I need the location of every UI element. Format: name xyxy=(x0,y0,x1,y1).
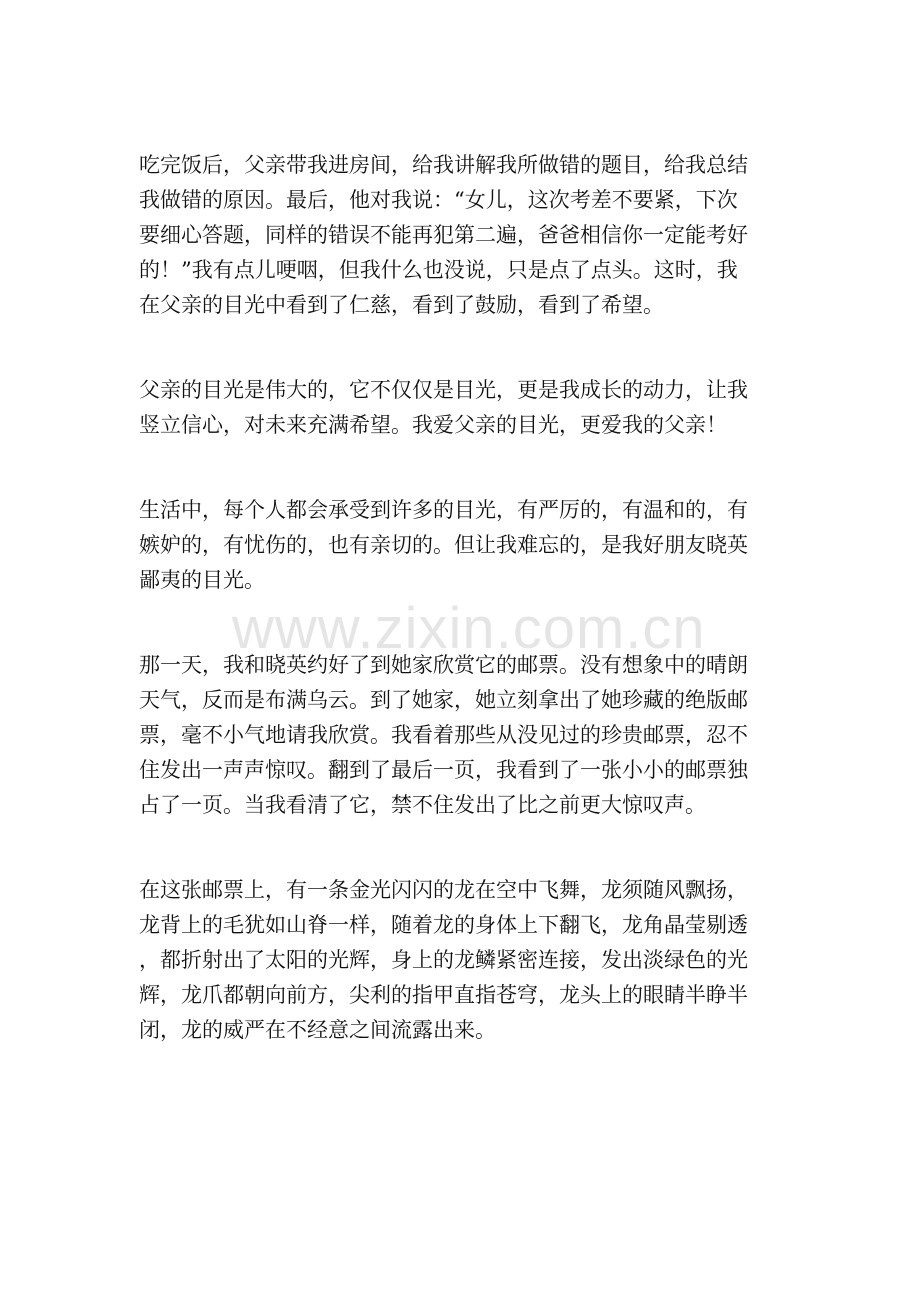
text-line: 那一天，我和晓英约好了到她家欣赏它的邮票。没有想象中的晴朗 xyxy=(139,653,748,677)
text-line: 辉，龙爪都朝向前方，尖利的指甲直指苍穹，龙头上的眼睛半睁半 xyxy=(139,983,748,1007)
text-line: 要细心答题，同样的错误不能再犯第二遍，爸爸相信你一定能考好 xyxy=(139,223,748,247)
paragraph-5 xyxy=(139,873,779,1048)
text-line: 鄙夷的目光。 xyxy=(139,568,265,592)
text-line: 龙背上的毛犹如山脊一样，随着龙的身体上下翻飞，龙角晶莹剔透 xyxy=(139,913,748,937)
paragraph-2 xyxy=(139,373,779,443)
text-line: 天气，反而是布满乌云。到了她家，她立刻拿出了她珍藏的绝版邮 xyxy=(139,688,748,712)
paragraph-4 xyxy=(139,648,779,823)
text-line: 吃完饭后，父亲带我进房间，给我讲解我所做错的题目，给我总结 xyxy=(139,153,748,177)
text-line: 占了一页。当我看清了它，禁不住发出了比之前更大惊叹声。 xyxy=(139,793,706,817)
text-line: 在这张邮票上，有一条金光闪闪的龙在空中飞舞，龙须随风飘扬， xyxy=(139,878,748,902)
document-body xyxy=(139,148,779,1098)
text-line: ，都折射出了太阳的光辉，身上的龙鳞紧密连接，发出淡绿色的光 xyxy=(139,948,748,972)
text-line: 在父亲的目光中看到了仁慈，看到了鼓励，看到了希望。 xyxy=(139,293,664,317)
text-line: 生活中，每个人都会承受到许多的目光，有严厉的，有温和的，有 xyxy=(139,498,748,522)
watermark: www.zixin.com.cn xyxy=(232,596,706,661)
text-line: 闭，龙的威严在不经意之间流露出来。 xyxy=(139,1018,496,1042)
paragraph-1 xyxy=(139,148,779,323)
text-line: 住发出一声声惊叹。翻到了最后一页，我看到了一张小小的邮票独 xyxy=(139,758,748,782)
paragraph-3 xyxy=(139,493,779,598)
text-line: 我做错的原因。最后，他对我说：“女儿，这次考差不要紧，下次 xyxy=(139,188,738,212)
text-line: 嫉妒的，有忧伤的，也有亲切的。但让我难忘的，是我好朋友晓英 xyxy=(139,533,748,557)
text-line: 票，毫不小气地请我欣赏。我看着那些从没见过的珍贵邮票，忍不 xyxy=(139,723,748,747)
text-line: 的！”我有点儿哽咽，但我什么也没说，只是点了点头。这时，我 xyxy=(139,258,738,282)
text-line: 竖立信心，对未来充满希望。我爱父亲的目光，更爱我的父亲！ xyxy=(139,413,727,437)
text-line: 父亲的目光是伟大的，它不仅仅是目光，更是我成长的动力，让我 xyxy=(139,378,748,402)
